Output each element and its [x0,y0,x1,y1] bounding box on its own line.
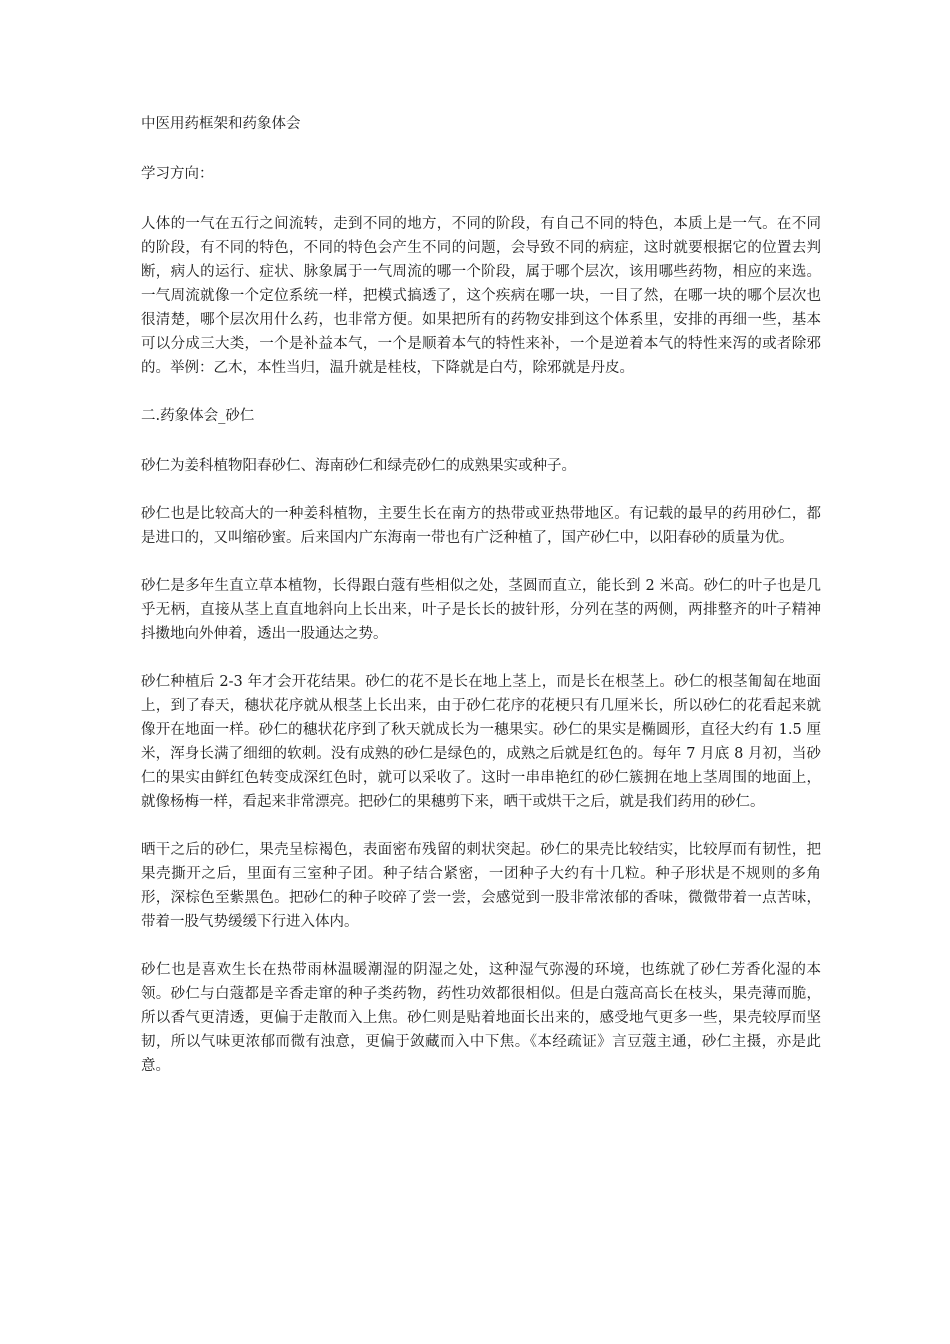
paragraph-flowering: 砂仁种植后 2-3 年才会开花结果。砂仁的花不是长在地上茎上，而是长在根茎上。砂仁的根茎匍匐在地面上，到了春天，穗状花序就从根茎上长出来，由于砂仁花序的花梗只有几厘米长，所以砂仁的花看起来就像开在地面一样。砂仁的穗状花序到了秋天就成长为一穗果实。砂仁的果实是椭圆形，直径大约有 1.5 厘米，浑身长满了细细的软刺。没有成熟的砂仁是绿色的，成熟之后就是红色的。每年 7 月底 8 月初，当砂仁的果实由鲜红色转变成深红色时，就可以采收了。这时一串串艳红的砂仁簇拥在地上茎周围的地面上，就像杨梅一样，看起来非常漂亮。把砂仁的果穗剪下来，晒干或烘干之后，就是我们药用的砂仁。 [141,674,821,810]
intro-paragraph: 人体的一气在五行之间流转，走到不同的地方，不同的阶段，有自己不同的特色，本质上是一气。在不同的阶段，有不同的特色，不同的特色会产生不同的问题，会导致不同的病症，这时就要根据它的位置去判断，病人的运行、症状、脉象属于一气周流的哪一个阶段，属于哪个层次，该用哪些药物，相应的来选。一气周流就像一个定位系统一样，把模式搞透了，这个疾病在哪一块，一目了然，在哪一块的哪个层次也很清楚，哪个层次用什么药，也非常方便。如果把所有的药物安排到这个体系里，安排的再细一些，基本可以分成三大类，一个是补益本气，一个是顺着本气的特性来补，一个是逆着本气的特性来泻的或者除邪的。举例：乙木，本性当归，温升就是桂枝，下降就是白芍，除邪就是丹皮。 [141,216,821,376]
paragraph-origin: 砂仁也是比较高大的一种姜科植物，主要生长在南方的热带或亚热带地区。有记载的最早的药用砂仁，都是进口的，又叫缩砂蜜。后来国内广东海南一带也有广泛种植了，国产砂仁中，以阳春砂的质量为优。 [141,506,821,546]
document-title: 中医用药框架和药象体会 [141,116,301,132]
paragraph-plant-form: 砂仁是多年生直立草本植物，长得跟白蔻有些相似之处，茎圆而直立，能长到 2 米高。砂仁的叶子也是几乎无柄，直接从茎上直直地斜向上长出来，叶子是长长的披针形，分列在茎的两侧，两排整齐的叶子精神抖擞地向外伸着，透出一股通达之势。 [141,578,821,642]
learning-direction-heading: 学习方向： [141,166,214,182]
paragraph-definition: 砂仁为姜科植物阳春砂仁、海南砂仁和绿壳砂仁的成熟果实或种子。 [141,458,576,474]
paragraph-dried-fruit: 晒干之后的砂仁，果壳呈棕褐色，表面密布残留的刺状突起。砂仁的果壳比较结实，比较厚而有韧性，把果壳撕开之后，里面有三室种子团。种子结合紧密，一团种子大约有十几粒。种子形状是不规则的多角形，深棕色至紫黑色。把砂仁的种子咬碎了尝一尝，会感觉到一股非常浓郁的香味，微微带着一点苦味，带着一股气势缓缓下行进入体内。 [141,842,821,930]
document-page [141,112,821,1102]
paragraph-comparison: 砂仁也是喜欢生长在热带雨林温暖潮湿的阴湿之处，这种湿气弥漫的环境，也练就了砂仁芳香化湿的本领。砂仁与白蔻都是辛香走窜的种子类药物，药性功效都很相似。但是白蔻高高长在枝头，果壳薄而脆，所以香气更清透，更偏于走散而入上焦。砂仁则是贴着地面长出来的，感受地气更多一些，果壳较厚而坚韧，所以气味更浓郁而微有浊意，更偏于敛藏而入中下焦。《本经疏证》言豆蔻主通，砂仁主摄，亦是此意。 [141,962,821,1074]
section-heading: 二.药象体会_砂仁 [141,408,255,424]
